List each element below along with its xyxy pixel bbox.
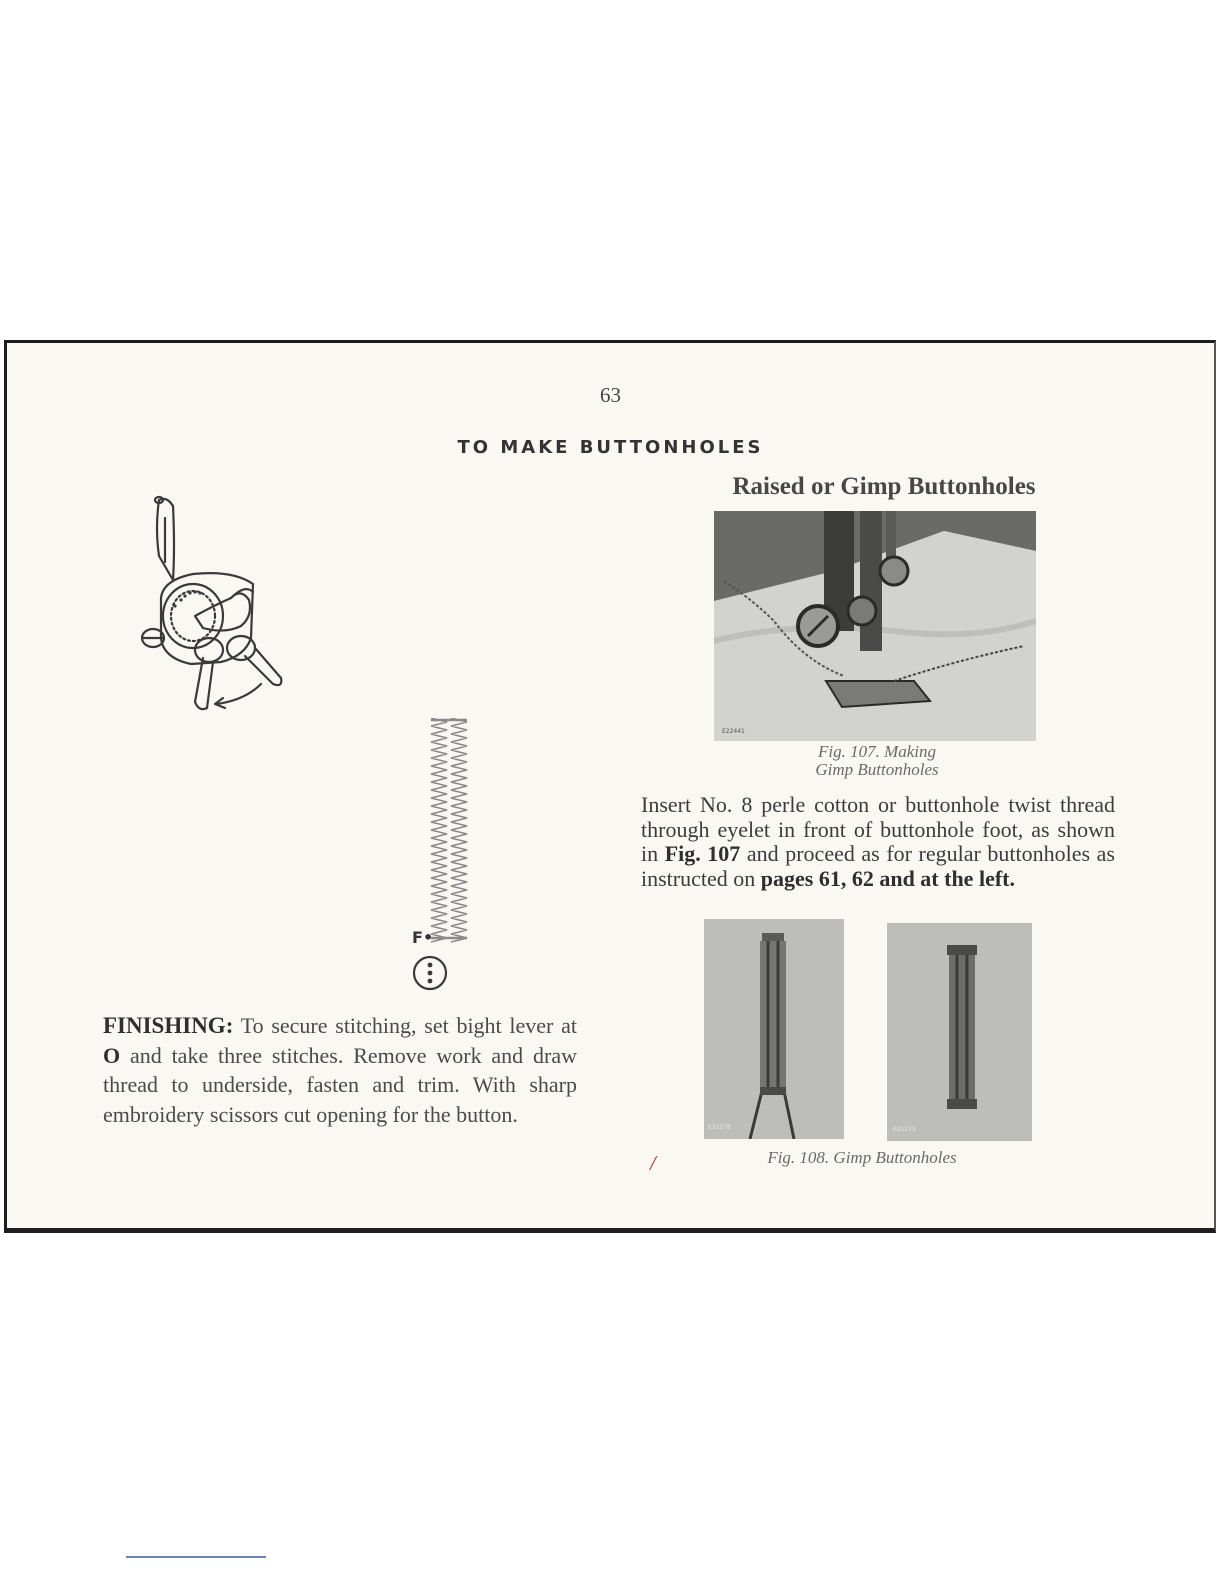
section-title: TO MAKE BUTTONHOLES (457, 437, 764, 458)
margin-mark: / (650, 1151, 656, 1175)
figure-108-caption: Fig. 108. Gimp Buttonholes (767, 1148, 957, 1167)
footnote-rule (126, 1556, 266, 1558)
finishing-heading: FINISHING: (103, 1013, 234, 1038)
figure-107-caption (797, 743, 957, 779)
manual-page (4, 340, 1216, 1233)
stitch-indicator-icon (412, 955, 448, 991)
fig-107-reference: Fig. 107 (664, 841, 741, 866)
figure-107-caption-line1: Fig. 107. Making (817, 742, 937, 761)
gimp-instructions (641, 793, 1115, 891)
figure-108-left-code: E21278 (708, 1124, 731, 1131)
bight-setting-o: O (103, 1042, 121, 1068)
figure-107-caption-line2: Gimp Buttonholes (815, 759, 939, 779)
finishing-text-2: and take three stitches. Remove work and draw thread to underside, fasten and trim. With sharp embroidery scissors cut opening for the button. (103, 1042, 577, 1127)
sub-heading: Raised or Gimp Buttonholes (732, 473, 1036, 500)
instructions-text-2: and proceed as for regular buttonholes as instructed on (641, 841, 1115, 891)
pages-reference: pages 61, 62 and at the left. (760, 865, 1015, 891)
figure-107-code: E22441 (722, 728, 745, 735)
finishing-instructions (103, 1011, 577, 1129)
zigzag-stitch-diagram (425, 718, 475, 950)
figure-108-right-code: E21275 (893, 1126, 916, 1133)
instructions-text-1: Insert No. 8 perle cotton or buttonhole twist thread through eyelet in front of buttonhole foot, as shown in (641, 792, 1115, 866)
f-point-label: F• (412, 928, 434, 947)
finishing-text-1: To secure stitching, set bight lever at (233, 1013, 577, 1038)
figure-107-photo (714, 511, 1036, 741)
page-number: 63 (600, 383, 621, 407)
figure-108-left-photo (704, 919, 844, 1139)
bight-dial-illustration (133, 488, 293, 723)
figure-108-right-photo (887, 923, 1032, 1141)
